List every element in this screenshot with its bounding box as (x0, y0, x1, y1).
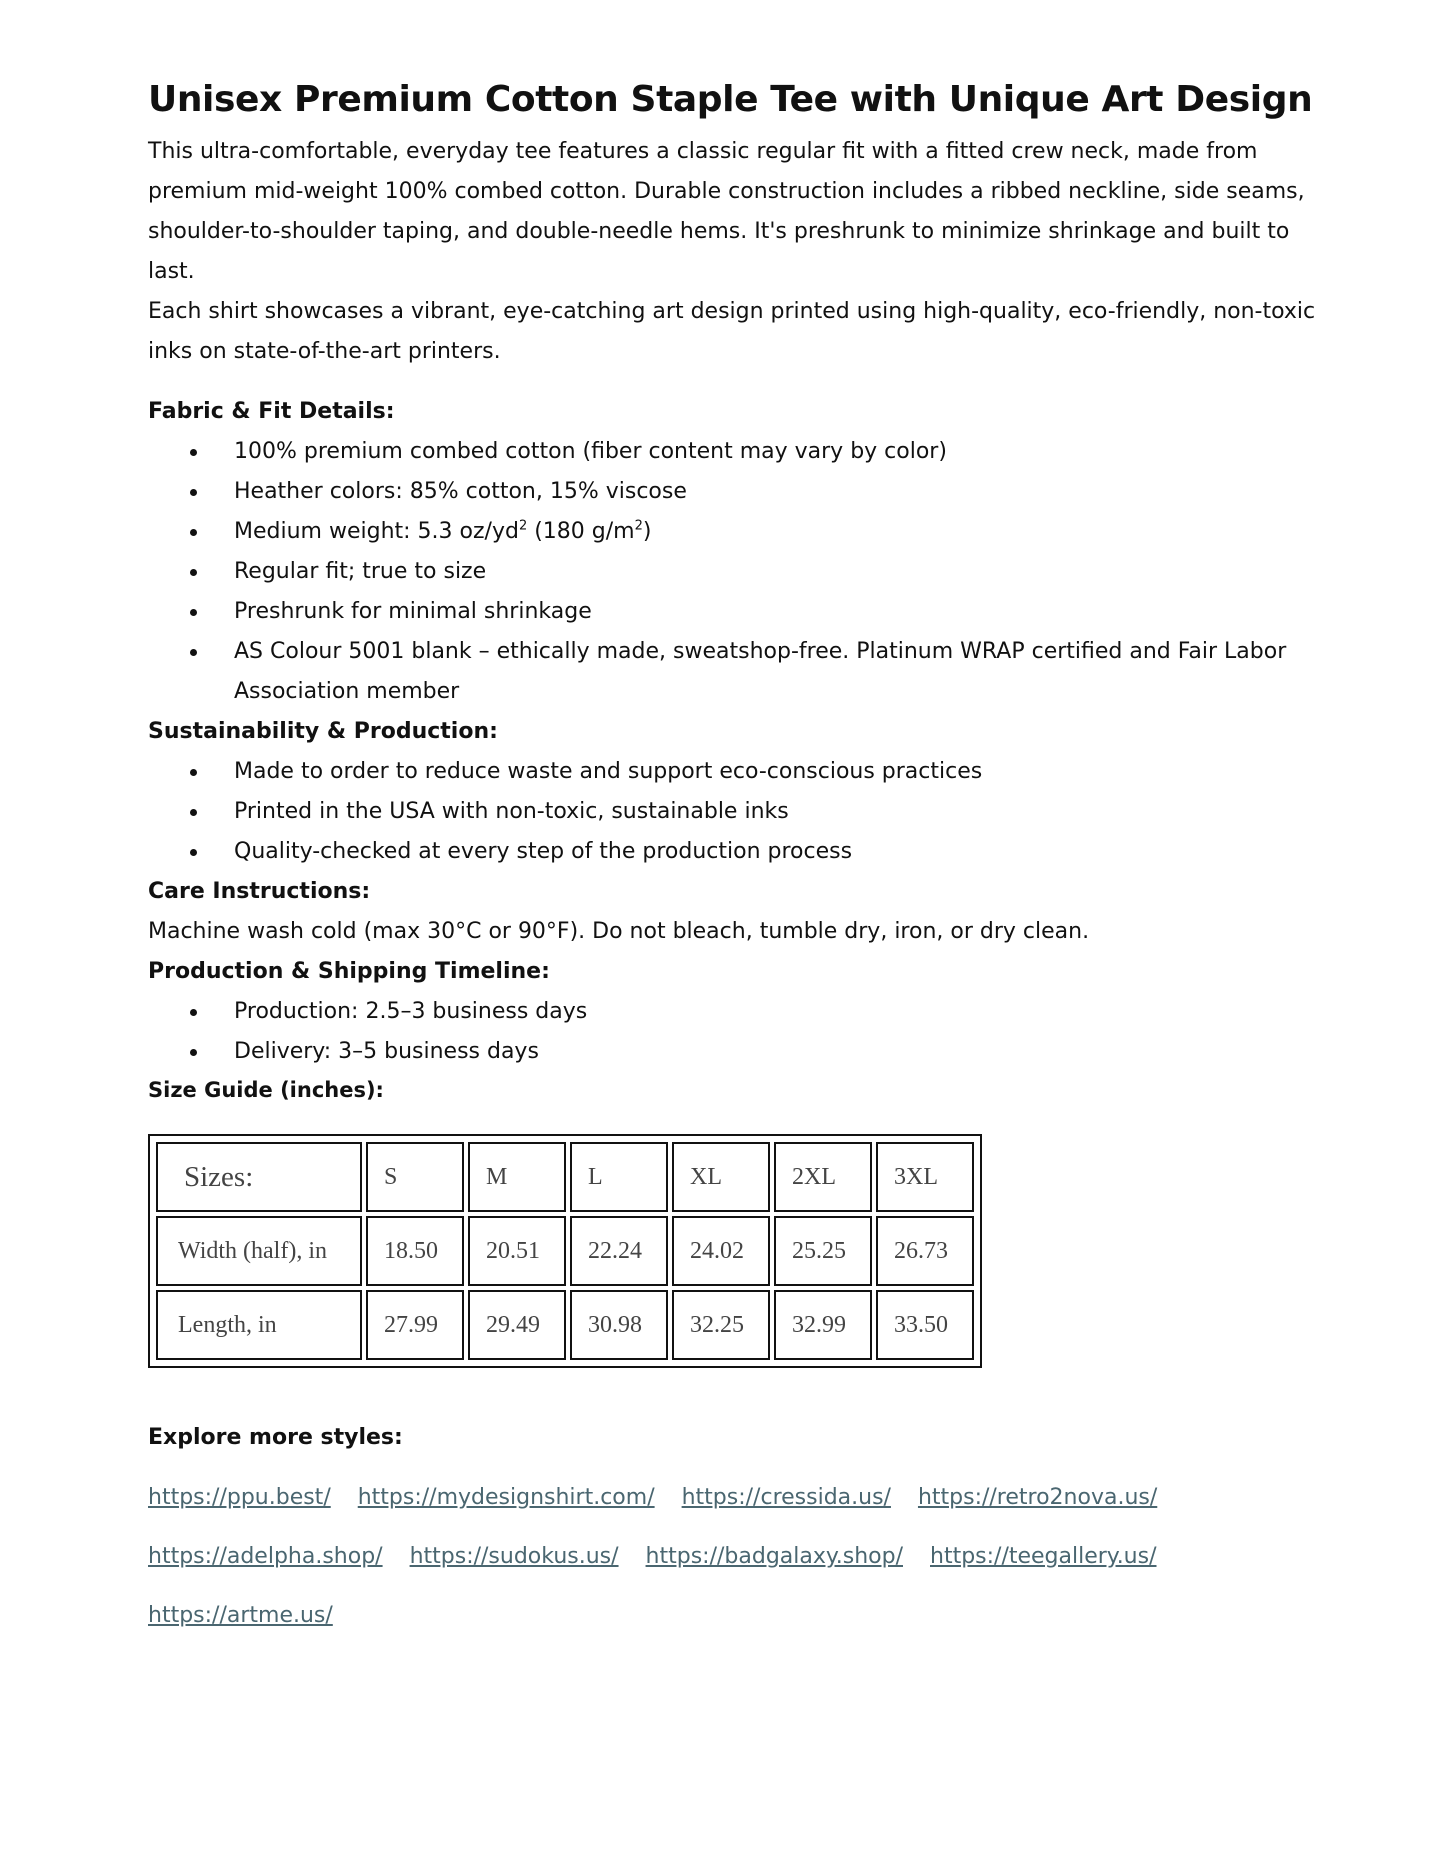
document-page (148, 74, 1348, 1645)
list-item-weight (234, 512, 1348, 552)
links-block (148, 1468, 1348, 1645)
care-text: Machine wash cold (max 30°C or 90°F). Do not bleach, tumble dry, iron, or dry clean. (148, 919, 1090, 944)
table-row (156, 1216, 974, 1286)
list-item-text: Production: 2.5–3 business days (234, 999, 588, 1024)
intro-paragraph-2: Each shirt showcases a vibrant, eye-catching art design printed using high-quality, eco-friendly, non-toxic inks on state-of-the-art printers. (148, 299, 1316, 364)
table-header-cell: 2XL (774, 1142, 872, 1212)
link-sudokus[interactable]: https://sudokus.us/ (409, 1544, 619, 1569)
explore-section (148, 1418, 1348, 1645)
table-cell: 32.25 (672, 1290, 770, 1360)
bullet-icon (190, 649, 197, 656)
shipping-list (148, 992, 1348, 1072)
table-cell: 24.02 (672, 1216, 770, 1286)
intro-paragraph-1: This ultra-comfortable, everyday tee features a classic regular fit with a fitted crew neck, made from premium mid-weight 100% combed cotton. Durable construction includes a ribbed neckline, side seams, shoulder-to-shoulder taping, and double-needle hems. It's preshrunk to minimize shrinkage and built to last. (148, 139, 1305, 284)
list-item (234, 832, 1348, 872)
link-adelpha[interactable]: https://adelpha.shop/ (148, 1544, 383, 1569)
care-section (148, 872, 1348, 952)
size-guide-section (148, 1072, 1348, 1372)
link-cressida[interactable]: https://cressida.us/ (681, 1485, 891, 1510)
list-item-text: Regular fit; true to size (234, 559, 487, 584)
fabric-list (148, 432, 1348, 712)
link-mydesignshirt[interactable]: https://mydesignshirt.com/ (357, 1485, 655, 1510)
bullet-icon (190, 449, 197, 456)
list-item (234, 432, 1348, 472)
bullet-icon (190, 529, 197, 536)
bullet-icon (190, 769, 197, 776)
table-header-cell: XL (672, 1142, 770, 1212)
weight-middle: (180 g/m (527, 519, 635, 544)
bullet-icon (190, 1009, 197, 1016)
shipping-section (148, 952, 1348, 1072)
list-item-text: Made to order to reduce waste and support eco-conscious practices (234, 759, 983, 784)
link-teegallery[interactable]: https://teegallery.us/ (930, 1544, 1157, 1569)
table-header-cell: S (366, 1142, 464, 1212)
shipping-heading: Production & Shipping Timeline: (148, 959, 550, 984)
bullet-icon (190, 1049, 197, 1056)
fabric-section (148, 392, 1348, 712)
table-header-row (156, 1142, 974, 1212)
table-cell: 26.73 (876, 1216, 974, 1286)
sustainability-list (148, 752, 1348, 872)
list-item-text: Delivery: 3–5 business days (234, 1039, 539, 1064)
link-retro2nova[interactable]: https://retro2nova.us/ (917, 1485, 1158, 1510)
table-header-cell: L (570, 1142, 668, 1212)
list-item (234, 1032, 1348, 1072)
bullet-icon (190, 809, 197, 816)
table-header-cell: 3XL (876, 1142, 974, 1212)
link-row (148, 1527, 1348, 1586)
table-cell: 32.99 (774, 1290, 872, 1360)
table-cell: 27.99 (366, 1290, 464, 1360)
weight-sup-2: 2 (634, 518, 643, 534)
list-item (234, 752, 1348, 792)
page-title: Unisex Premium Cotton Staple Tee with Unique Art Design (148, 79, 1313, 120)
table-cell: 30.98 (570, 1290, 668, 1360)
size-guide-heading: Size Guide (inches): (148, 1078, 384, 1102)
table-cell: 22.24 (570, 1216, 668, 1286)
link-ppu-best[interactable]: https://ppu.best/ (148, 1485, 331, 1510)
size-table (152, 1138, 978, 1364)
list-item-text: Preshrunk for minimal shrinkage (234, 599, 592, 624)
table-cell: 25.25 (774, 1216, 872, 1286)
table-row-label: Length, in (156, 1290, 362, 1360)
bullet-icon (190, 849, 197, 856)
care-heading: Care Instructions: (148, 879, 371, 904)
link-row (148, 1586, 1348, 1645)
sustainability-heading: Sustainability & Production: (148, 719, 498, 744)
list-item (234, 552, 1348, 592)
table-row (156, 1290, 974, 1360)
list-item-text: Heather colors: 85% cotton, 15% viscose (234, 479, 687, 504)
table-cell: 33.50 (876, 1290, 974, 1360)
bullet-icon (190, 609, 197, 616)
link-badgalaxy[interactable]: https://badgalaxy.shop/ (645, 1544, 903, 1569)
table-cell: 29.49 (468, 1290, 566, 1360)
list-item (234, 992, 1348, 1032)
fabric-heading: Fabric & Fit Details: (148, 399, 395, 424)
list-item (234, 792, 1348, 832)
list-item-text: Quality-checked at every step of the production process (234, 839, 853, 864)
table-header-label: Sizes: (156, 1142, 362, 1212)
link-row (148, 1468, 1348, 1527)
table-row-label: Width (half), in (156, 1216, 362, 1286)
table-cell: 20.51 (468, 1216, 566, 1286)
list-item (234, 632, 1348, 712)
size-table-frame (148, 1134, 982, 1368)
table-header-cell: M (468, 1142, 566, 1212)
intro-section (148, 132, 1338, 372)
bullet-icon (190, 489, 197, 496)
weight-sup-1: 2 (518, 518, 528, 534)
explore-heading: Explore more styles: (148, 1425, 403, 1450)
list-item-text: AS Colour 5001 blank – ethically made, sweatshop-free. Platinum WRAP certified and Fair Labor Association member (234, 639, 1287, 704)
sustainability-section (148, 712, 1348, 872)
list-item-text: 100% premium combed cotton (fiber content may vary by color) (234, 439, 947, 464)
link-artme[interactable]: https://artme.us/ (148, 1603, 333, 1628)
list-item (234, 472, 1348, 512)
weight-suffix: ) (642, 519, 652, 544)
list-item (234, 592, 1348, 632)
table-cell: 18.50 (366, 1216, 464, 1286)
bullet-icon (190, 569, 197, 576)
weight-prefix: Medium weight: 5.3 oz/yd (234, 519, 519, 544)
list-item-text: Printed in the USA with non-toxic, sustainable inks (234, 799, 789, 824)
